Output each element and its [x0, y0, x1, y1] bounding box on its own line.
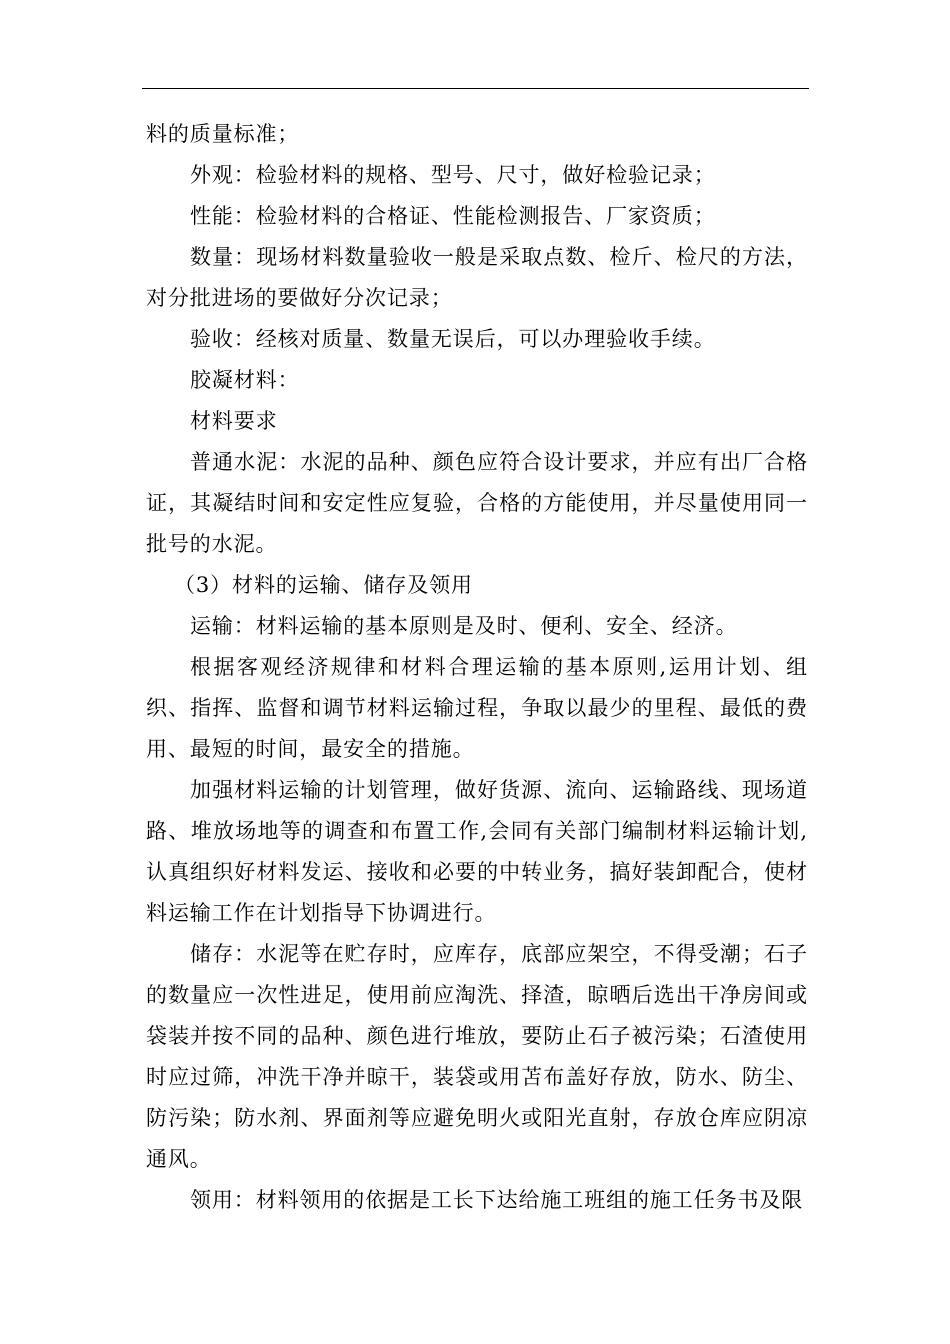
paragraph-acceptance: 验收：经核对质量、数量无误后，可以办理验收手续。 — [190, 327, 716, 351]
paragraph-appearance: 外观：检验材料的规格、型号、尺寸，做好检验记录； — [190, 163, 716, 187]
paragraph-transport-principles: 根据客观经济规律和材料合理运输的基本原则,运用计划、组织、指挥、监督和调节材料运输过程，争取以最少的里程、最低的费用、最短的时间，最安全的措施。 — [146, 655, 808, 761]
paragraph-cementitious: 胶凝材料： — [190, 368, 300, 392]
paragraph-requisition: 领用：材料领用的依据是工长下达给施工班组的施工任务书及限 — [190, 1188, 804, 1212]
paragraph-quantity: 数量：现场材料数量验收一般是采取点数、检斤、检尺的方法，对分批进场的要做好分次记录； — [146, 245, 808, 310]
header-rule — [142, 88, 809, 89]
section-heading: （3）材料的运输、储存及领用 — [174, 573, 473, 597]
paragraph-material-requirements: 材料要求 — [190, 409, 278, 433]
paragraph-transport-planning: 加强材料运输的计划管理，做好货源、流向、运输路线、现场道路、堆放场地等的调查和布置工作,会同有关部门编制材料运输计划,认真组织好材料发运、接收和必要的中转业务，搞好装卸配合，使材料运输工作在计划指导下协调进行。 — [146, 778, 808, 925]
paragraph-performance: 性能：检验材料的合格证、性能检测报告、厂家资质； — [190, 204, 716, 228]
document-body — [146, 114, 808, 1221]
paragraph-storage: 储存：水泥等在贮存时，应库存，底部应架空，不得受潮；石子的数量应一次性进足，使用前应淘洗、择渣，晾晒后选出干净房间或袋装并按不同的品种、颜色进行堆放，要防止石子被污染；石渣使用时应过筛，冲洗干净并晾干，装袋或用苫布盖好存放，防水、防尘、防污染；防水剂、界面剂等应避免明火或阳光直射，存放仓库应阴凉通风。 — [146, 942, 808, 1171]
paragraph-transport: 运输：材料运输的基本原则是及时、便利、安全、经济。 — [190, 614, 738, 638]
paragraph-continuation: 料的质量标准； — [146, 122, 300, 146]
paragraph-cement: 普通水泥：水泥的品种、颜色应符合设计要求，并应有出厂合格证，其凝结时间和安定性应复验，合格的方能使用，并尽量使用同一批号的水泥。 — [146, 450, 808, 556]
